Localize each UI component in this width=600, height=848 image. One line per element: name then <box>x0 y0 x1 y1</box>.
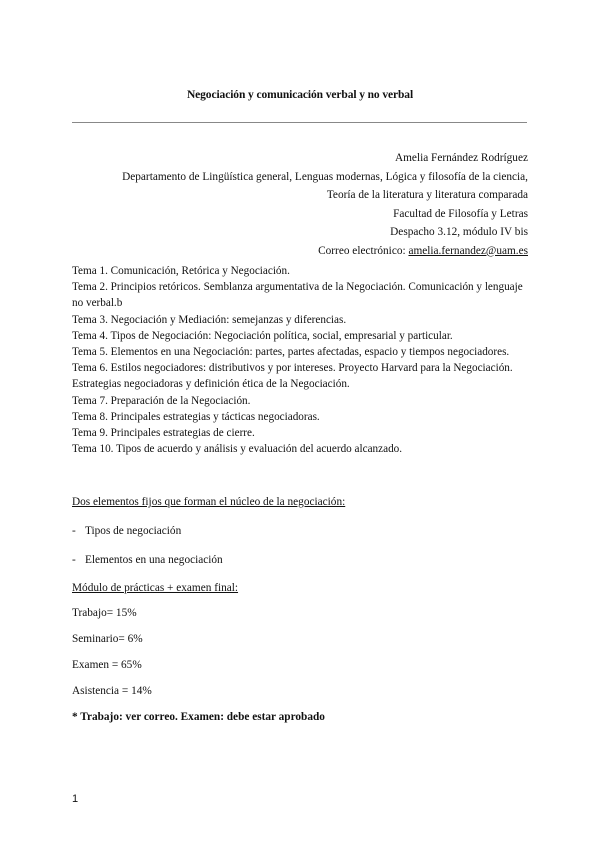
topic-item: Tema 6. Estilos negociadores: distributivos y por intereses. Proyecto Harvard para la Negociación. Estrategias negociadoras y definición ética de la Negociación. <box>72 362 513 391</box>
author-department-line1: Departamento de Lingüística general, Lenguas modernas, Lógica y filosofía de la ciencia, <box>122 170 528 183</box>
topic-item: Tema 1. Comunicación, Retórica y Negociación. <box>72 265 290 277</box>
grading-item: Asistencia = 14% <box>72 685 152 697</box>
author-email-line <box>68 242 528 261</box>
topic-item: Tema 4. Tipos de Negociación: Negociación política, social, empresarial y particular. <box>72 329 453 342</box>
topic-item: Tema 9. Principales estrategias de cierre. <box>72 427 255 440</box>
practice-heading: Módulo de prácticas + examen final: <box>72 582 239 594</box>
author-office: Despacho 3.12, módulo IV bis <box>390 226 528 238</box>
bullet-dash: - <box>72 554 76 566</box>
grading-item: Trabajo= 15% <box>72 607 137 619</box>
core-item <box>72 525 181 537</box>
email-link[interactable]: amelia.fernandez@uam.es <box>408 244 528 257</box>
bullet-dash: - <box>72 525 76 537</box>
topic-item: Tema 7. Preparación de la Negociación. <box>72 394 251 407</box>
note-text: * Trabajo: ver correo. Examen: debe estar aprobado <box>72 711 325 723</box>
page-number: 1 <box>72 793 79 805</box>
topic-item: Tema 2. Principios retóricos. Semblanza argumentativa de la Negociación. Comunicación y lenguaje no verbal.b <box>72 281 523 310</box>
topic-item: Tema 5. Elementos en una Negociación: partes, partes afectadas, espacio y tiempos negociadores. <box>72 346 510 359</box>
topic-item: Tema 8. Principales estrategias y tácticas negociadoras. <box>72 410 320 423</box>
topic-list <box>72 263 528 457</box>
core-heading: Dos elementos fijos que forman el núcleo de la negociación: <box>72 496 346 508</box>
core-item-label: Elementos en una negociación <box>85 554 223 566</box>
core-item-label: Tipos de negociación <box>85 525 182 537</box>
author-department-line2: Teoría de la literatura y literatura comparada <box>326 189 528 201</box>
email-label: Correo electrónico: <box>318 244 406 257</box>
author-faculty: Facultad de Filosofía y Letras <box>393 207 528 220</box>
title-divider <box>72 122 527 123</box>
topic-item: Tema 10. Tipos de acuerdo y análisis y evaluación del acuerdo alcanzado. <box>72 443 403 456</box>
page-title: Negociación y comunicación verbal y no verbal <box>186 89 414 101</box>
grading-item: Examen = 65% <box>72 659 142 671</box>
grading-item: Seminario= 6% <box>72 633 143 645</box>
author-block <box>68 149 528 260</box>
author-name: Amelia Fernández Rodríguez <box>394 152 528 164</box>
core-item <box>72 554 223 566</box>
topic-item: Tema 3. Negociación y Mediación: semejanzas y diferencias. <box>72 313 347 326</box>
